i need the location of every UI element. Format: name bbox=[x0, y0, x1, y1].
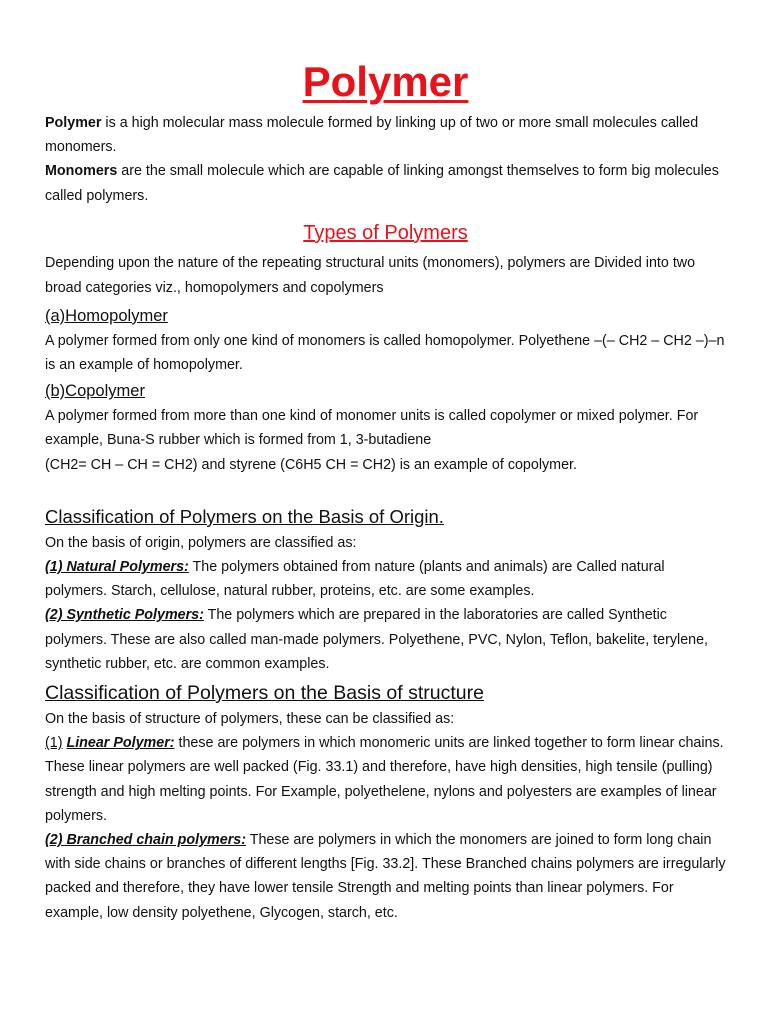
structure-heading: Classification of Polymers on the Basis of structure bbox=[45, 682, 484, 705]
polymer-definition bbox=[45, 111, 726, 159]
natural-polymers-paragraph bbox=[45, 555, 726, 603]
page-title: Polymer bbox=[302, 58, 469, 105]
monomers-definition bbox=[45, 159, 726, 207]
synthetic-polymers-lead: (2) Synthetic Polymers: bbox=[45, 607, 204, 624]
origin-heading: Classification of Polymers on the Basis of Origin. bbox=[45, 505, 444, 527]
copolymer-text-2: (CH2= CH – CH = CH2) and styrene (C6H5 CH = CH2) is an example of copolymer. bbox=[45, 456, 577, 473]
structure-intro: On the basis of structure of polymers, these can be classified as: bbox=[45, 711, 455, 728]
types-intro: Depending upon the nature of the repeating structural units (monomers), polymers are Divided into two broad categories viz., homopolymers and copolymers bbox=[45, 254, 696, 297]
natural-polymers-lead: (1) Natural Polymers: bbox=[45, 559, 189, 576]
copolymer-heading: (b)Copolymer bbox=[45, 382, 145, 401]
linear-polymer-number: (1) bbox=[45, 735, 63, 752]
synthetic-polymers-text: The polymers which are prepared in the laboratories are called Synthetic polymers. These are also called man-made polymers. Polyethene, PVC, Nylon, Teflon, bakelite, terylene, synthetic rubber, etc. are common examples. bbox=[45, 607, 709, 672]
types-heading: Types of Polymers bbox=[303, 221, 468, 244]
synthetic-polymers-paragraph bbox=[45, 603, 726, 676]
linear-polymer-text: these are polymers in which monomeric units are linked together to form linear chains. These linear polymers are well packed (Fig. 33.1) and therefore, have high densities, high tensile (pulling) strength and high melting points. For Example, polyethelene, nylons and polyesters are examples of linear polymers. bbox=[45, 735, 724, 824]
natural-polymers-text: The polymers obtained from nature (plants and animals) are Called natural polymers. Starch, cellulose, natural rubber, proteins, etc. are some examples. bbox=[45, 559, 665, 600]
linear-polymer-lead: Linear Polymer: bbox=[66, 735, 175, 752]
linear-polymer-paragraph bbox=[45, 731, 726, 828]
homopolymer-text: A polymer formed from only one kind of monomers is called homopolymer. Polyethene –(– CH2 – CH2 –)–n is an example of homopolymer. bbox=[45, 332, 725, 374]
copolymer-text: A polymer formed from more than one kind of monomer units is called copolymer or mixed polymer. For example, Buna-S rubber which is formed from 1, 3-butadiene bbox=[45, 408, 699, 449]
polymer-term: Polymer bbox=[45, 115, 102, 131]
branched-polymer-paragraph bbox=[45, 828, 726, 925]
monomers-definition-text: are the small molecule which are capable of linking amongst themselves to form big molecules called polymers. bbox=[45, 163, 719, 204]
polymer-definition-text: is a high molecular mass molecule formed by linking up of two or more small molecules called monomers. bbox=[45, 115, 699, 156]
monomers-term: Monomers bbox=[45, 163, 118, 180]
branched-polymer-text: These are polymers in which the monomers are joined to form long chain with side chains or branches of different lengths [Fig. 33.2]. These Branched chains polymers are irregularly packed and therefore, they have lower tensile Strength and melting points than linear polymers. For example, low density polyethene, Glycogen, starch, etc. bbox=[45, 832, 726, 921]
origin-intro: On the basis of origin, polymers are classified as: bbox=[45, 534, 357, 551]
branched-polymer-lead: (2) Branched chain polymers: bbox=[45, 832, 247, 849]
homopolymer-heading: (a)Homopolymer bbox=[45, 306, 168, 325]
